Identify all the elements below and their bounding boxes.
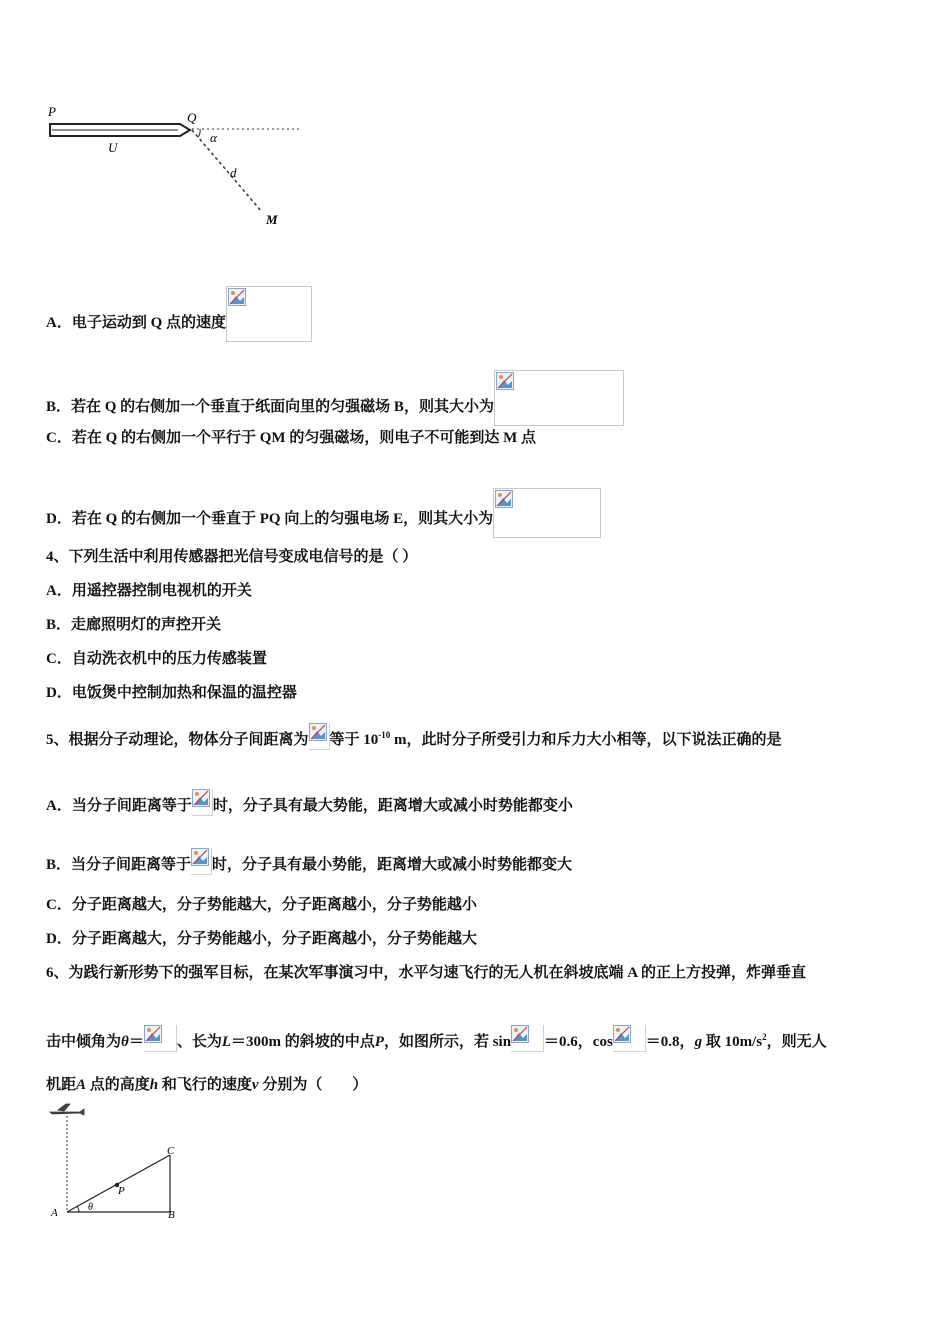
figure-electron-gun bbox=[40, 100, 310, 235]
q6-line-2: 击中倾角为θ＝ 、长为L＝300m 的斜坡的中点P，如图所示，若 sin ＝0.6，cos ＝0.8，g 取 $10m/s^2$，则无人 bbox=[46, 1025, 827, 1052]
label-P: P bbox=[48, 104, 56, 119]
drone-icon bbox=[50, 1104, 84, 1115]
q5-option-c: C．分子距离越大，分子势能越大，分子距离越小，分子势能越小 bbox=[46, 897, 477, 913]
formula-image-placeholder bbox=[192, 789, 213, 816]
q3-option-d: D．若在 Q 的右侧加一个垂直于 PQ 向上的匀强电场 E，则其大小为 bbox=[46, 488, 601, 529]
label-alpha: α bbox=[210, 130, 217, 145]
q5-option-d: D．分子距离越大，分子势能越小，分子距离越小，分子势能越大 bbox=[46, 931, 477, 947]
formula-image-placeholder bbox=[309, 723, 330, 750]
label-theta: θ bbox=[88, 1202, 93, 1213]
formula-image-placeholder bbox=[144, 1025, 177, 1052]
q4-option-c: C．自动洗衣机中的压力传感装置 bbox=[46, 651, 267, 667]
broken-image-icon bbox=[613, 1025, 631, 1043]
label-B: B bbox=[168, 1209, 175, 1221]
broken-image-icon bbox=[496, 372, 514, 390]
broken-image-icon bbox=[191, 848, 209, 866]
broken-image-icon bbox=[511, 1025, 529, 1043]
q3-option-b: B．若在 Q 的右侧加一个垂直于纸面向里的匀强磁场 B，则其大小为 bbox=[46, 370, 624, 417]
label-C: C bbox=[167, 1145, 175, 1157]
figure-slope bbox=[40, 1100, 200, 1225]
q4-option-b: B．走廊照明灯的声控开关 bbox=[46, 617, 222, 633]
formula-image-placeholder bbox=[493, 488, 601, 538]
formula-image-placeholder bbox=[511, 1025, 544, 1052]
broken-image-icon bbox=[495, 490, 513, 508]
q4-stem: 4、下列生活中利用传感器把光信号变成电信号的是（ ） bbox=[46, 549, 418, 565]
label-A: A bbox=[51, 1207, 58, 1219]
label-M: M bbox=[266, 212, 278, 227]
formula-image-placeholder bbox=[226, 286, 312, 342]
label-U: U bbox=[108, 140, 118, 155]
q5-option-b: B．当分子间距离等于 时，分子具有最小势能，距离增大或减小时势能都变大 bbox=[46, 848, 572, 875]
formula-image-placeholder bbox=[494, 370, 624, 426]
broken-image-icon bbox=[192, 789, 210, 807]
alpha-arc bbox=[198, 129, 200, 137]
q3-option-c: C．若在 Q 的右侧加一个平行于 QM 的匀强磁场，则电子不可能到达 M 点 bbox=[46, 430, 536, 446]
broken-image-icon bbox=[228, 288, 246, 306]
label-d: d bbox=[230, 165, 237, 180]
q3-option-a: A．电子运动到 Q 点的速度 bbox=[46, 286, 312, 333]
q5-option-a: A．当分子间距离等于 时，分子具有最大势能，距离增大或减小时势能都变小 bbox=[46, 789, 573, 816]
label-P: P bbox=[118, 1185, 125, 1197]
q6-line-3: 机距A 点的高度h 和飞行的速度v 分别为（ ） bbox=[46, 1077, 368, 1093]
q4-option-d: D．电饭煲中控制加热和保温的温控器 bbox=[46, 685, 297, 701]
formula-image-placeholder bbox=[613, 1025, 646, 1052]
q5-stem: 5、根据分子动理论，物体分子间距离为 等于 $10^{-10}$ m，此时分子所受引力和斥力大小相等，以下说法正确的是 bbox=[46, 730, 782, 750]
theta-arc bbox=[77, 1206, 79, 1212]
line-qm bbox=[192, 130, 262, 212]
broken-image-icon bbox=[309, 723, 327, 741]
formula-image-placeholder bbox=[191, 848, 212, 875]
label-Q: Q bbox=[187, 110, 197, 125]
q4-option-a: A．用遥控器控制电视机的开关 bbox=[46, 583, 252, 599]
q6-line-1: 6、为践行新形势下的强军目标，在某次军事演习中，水平匀速飞行的无人机在斜坡底端 A 的正上方投弹，炸弹垂直 bbox=[46, 965, 807, 981]
broken-image-icon bbox=[144, 1025, 162, 1043]
